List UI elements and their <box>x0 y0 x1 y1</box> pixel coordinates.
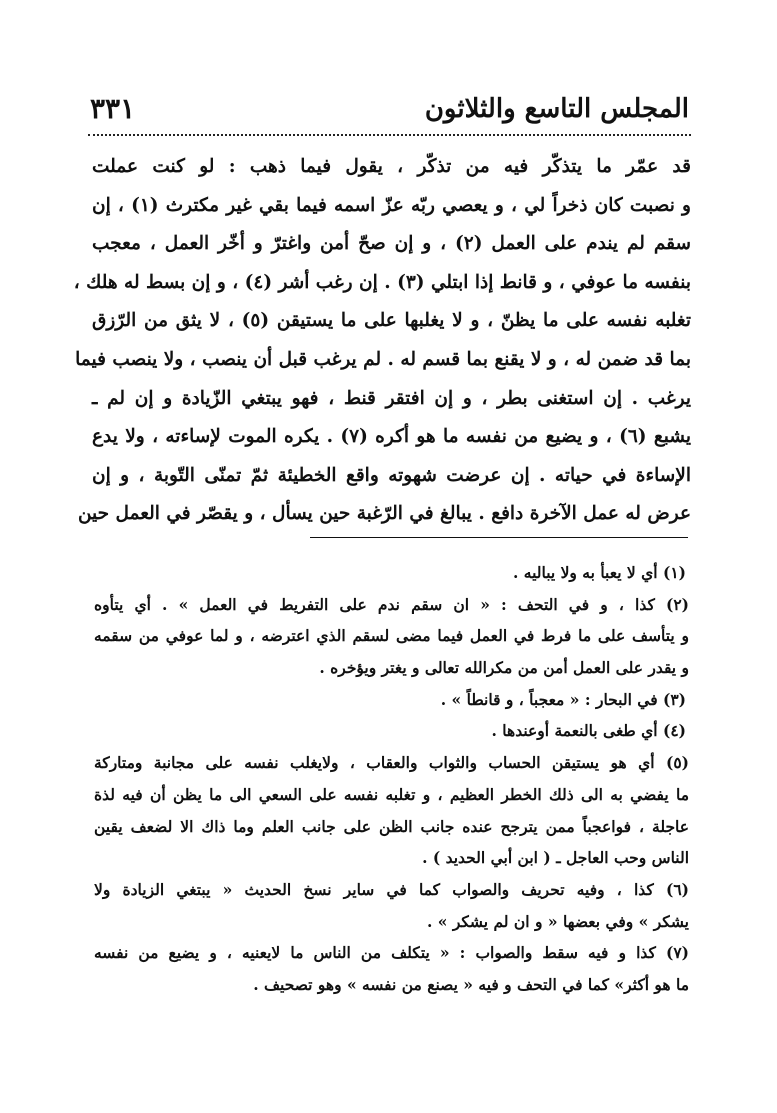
footnote-line: (٣) في البحار : « معجباً ، و قانطاً » . <box>440 689 686 709</box>
main-text-line: الإساءة في حياته . إن عرضت شهوته واقع الخطيئة ثمّ تمنّى التّوبة ، و إن <box>92 464 691 486</box>
main-text-line: و نصبت كان ذخراً لي ، و يعصي ربّه عزّ اسمه فيما بقي غير مكترث (١) ، إن <box>92 194 691 216</box>
page-number: ٣٣١ <box>90 92 136 125</box>
footnote-line: الناس وحب العاجل ـ ( ابن أبي الحديد ) . <box>422 848 689 868</box>
footnote-line: و يقدر على العمل أمن من مكرالله تعالى و يغتر ويؤخره . <box>319 658 689 678</box>
chapter-title: المجلس التاسع والثلاثون <box>424 94 689 124</box>
footnote-line: (٢) كذا ، و في التحف : « ان سقم ندم على التفريط في العمل » . أي يتأوه <box>94 594 689 614</box>
main-text-line: بنفسه ما عوفي ، و قانط إذا ابتلي (٣) . إن رغب أشر (٤) ، و إن بسط له هلك ، <box>73 271 691 293</box>
footnote-line: (٧) كذا و فيه سقط والصواب : « يتكلف من الناس ما لايعنيه ، و يضيع من نفسه <box>94 943 689 963</box>
footnote-line: (٦) كذا ، وفيه تحريف والصواب كما في ساير نسخ الحديث « يبتغي الزيادة ولا <box>94 879 689 899</box>
footnote-line: و يتأسف على ما فرط في العمل فيما مضى لسقم الذي اعترضه ، و لما عوفي من سقمه <box>94 626 689 646</box>
footnote-line: ما يفضي به الى ذلك الخطر العظيم ، و تغلبه نفسه على السعي الى ما يظن أن فيه لذة <box>94 784 689 804</box>
main-text-line: يشبع (٦) ، و يضيع من نفسه ما هو أكره (٧) . يكره الموت لإساءته ، ولا يدع <box>92 426 691 448</box>
footnote-line: عاجلة ، فواعجباً ممن يترجح عنده جانب الظن على جانب العلم وما ذاك الا لضعف يقين <box>94 816 689 836</box>
header-divider <box>88 134 691 136</box>
footnote-line: (١) أي لا يعبأ به ولا يباليه . <box>512 563 686 582</box>
main-text-line: عرض له عمل الآخرة دافع . يبالغ في الرّغبة حين يسأل ، و يقصّر في العمل حين <box>77 503 691 525</box>
main-text-line: قد عمّر ما يتذكّر فيه من تذكّر ، يقول فيما ذهب : لو كنت عملت <box>92 156 691 177</box>
footnote-divider <box>310 537 688 538</box>
footnote-line: يشكر » وفي بعضها « و ان لم يشكر » . <box>426 911 689 931</box>
footnote-line: ما هو أكثر» كما في التحف و فيه « يصنع من نفسه » وهو تصحيف . <box>253 974 689 994</box>
running-header <box>90 92 689 132</box>
main-text <box>73 148 691 534</box>
main-text-line: سقم لم يندم على العمل (٢) ، و إن صحّ أمن واغترّ و أخّر العمل ، معجب <box>92 233 691 255</box>
main-text-line: يرغب . إن استغنى بطر ، و إن افتقر قنط ، فهو يبتغي الزّيادة و إن لم ـ <box>92 387 691 409</box>
footnotes <box>94 557 689 1001</box>
footnote-line: (٥) أي هو يستيقن الحساب والثواب والعقاب ، ولايغلب نفسه على مجانبة ومتاركة <box>94 753 689 773</box>
main-text-line: تغلبه نفسه على ما يظنّ ، و لا يغلبها على ما يستيقن (٥) ، لا يثق من الرّزق <box>92 310 691 332</box>
footnote-line: (٤) أي طغى بالنعمة أوعندها . <box>491 721 686 741</box>
main-text-line: بما قد ضمن له ، و لا يقنع بما قسم له . لم يرغب قبل أن ينصب ، ولا ينصب فيما <box>75 348 691 370</box>
